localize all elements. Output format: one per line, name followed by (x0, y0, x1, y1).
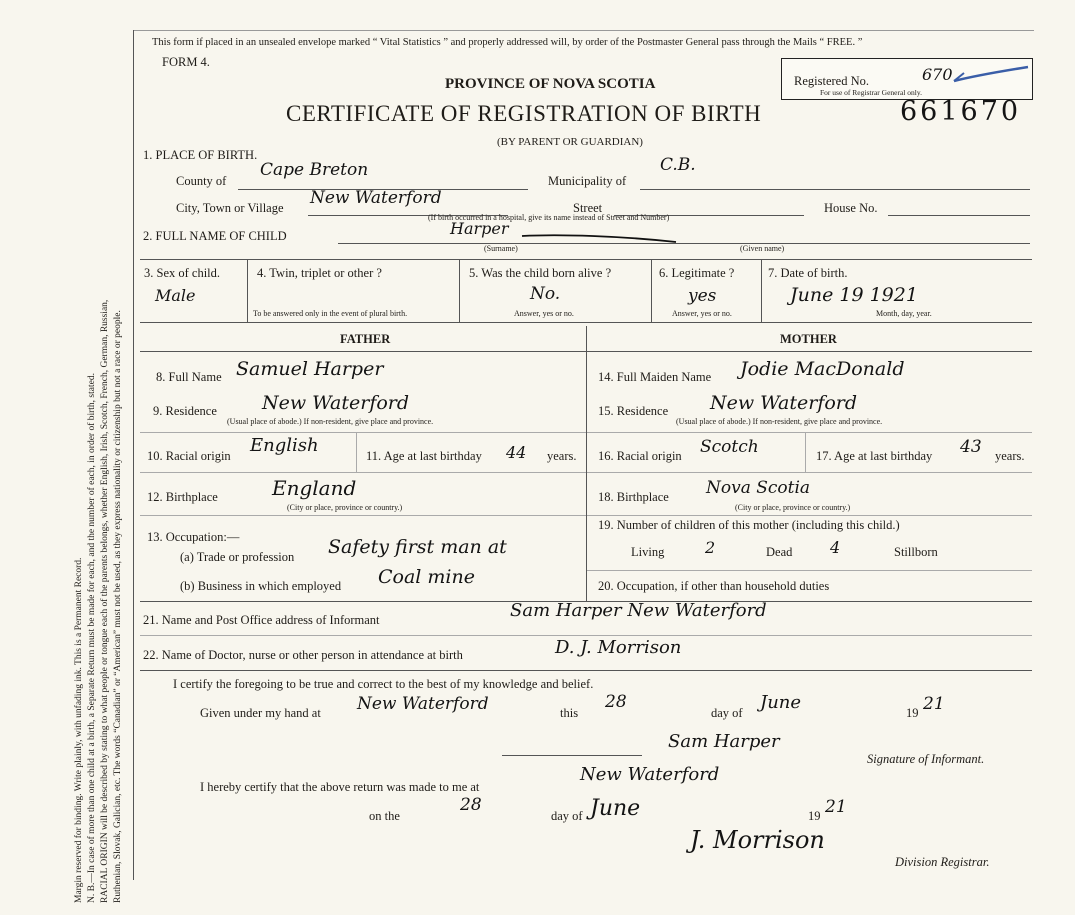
registrar-month-value: June (590, 796, 641, 821)
given-day-value: 28 (605, 692, 627, 712)
mother-row-line-3 (587, 515, 1032, 516)
father-birthplace-value: England (272, 476, 357, 500)
father-name-label: 8. Full Name (156, 370, 222, 384)
margin-racial-note-2: Ruthenian, Slovak, Galician, etc. The words “Canadian” or “American” must not be used, as they express nationality or citizenship but not a race or people. (113, 310, 123, 903)
business-label: (b) Business in which employed (180, 579, 342, 593)
living-value: 2 (705, 538, 716, 557)
name-dash-stroke (520, 230, 680, 244)
father-row-line-1 (140, 432, 586, 433)
occupation-label: 13. Occupation:— (147, 530, 240, 544)
registered-number-note: For use of Registrar General only. (820, 88, 922, 97)
margin-racial-note-1: RACIAL ORIGIN will be described by stating to what people or tongue each of the parents belongs, whether English, Irish, Scotch, French, German, Russian, (100, 299, 110, 903)
hospital-note: (If birth occurred in a hospital, give its name instead of Street and Number) (428, 213, 670, 222)
mother-row-line-4 (587, 570, 1032, 571)
margin-nb-note: N. B.—In case of more than one child at a birth, a Separate Return must be made for each, and the number of each, in order of birth, stated. (87, 373, 97, 903)
father-age-value: 44 (506, 443, 527, 462)
mother-residence-label: 15. Residence (598, 404, 669, 418)
trade-value: Safety first man at (328, 536, 507, 558)
informant-bottom-line (140, 635, 1032, 636)
city-value: New Waterford (310, 188, 442, 208)
form-number: FORM 4. (162, 55, 210, 69)
legitimate-label: 6. Legitimate ? (659, 266, 735, 280)
on-the-label: on the (369, 809, 400, 823)
doctor-bottom-line (140, 670, 1032, 671)
registrar-label: Division Registrar. (895, 855, 990, 869)
postal-notice: This form if placed in an unsealed envelope marked “ Vital Statistics ” and properly addressed will, by order of the Postmaster General pass through the Mails “ FREE. ” (152, 37, 863, 48)
given-day-of-label: day of (711, 706, 743, 720)
mother-birthplace-label: 18. Birthplace (598, 490, 669, 504)
informant-signature-label: Signature of Informant. (867, 752, 985, 766)
informant-label: 21. Name and Post Office address of Informant (143, 613, 380, 627)
sex-label: 3. Sex of child. (144, 266, 221, 280)
registered-number-value: 670 (922, 65, 953, 84)
father-age-divider (356, 432, 357, 472)
municipality-line (640, 189, 1030, 190)
sex-value: Male (155, 286, 196, 305)
registrar-year-value: 21 (825, 797, 847, 817)
given-place-value: New Waterford (357, 694, 489, 714)
check-mark-icon (950, 61, 1032, 87)
certificate-title: CERTIFICATE OF REGISTRATION OF BIRTH (286, 101, 762, 126)
mother-race-value: Scotch (700, 437, 759, 457)
given-month-value: June (760, 692, 802, 713)
house-line (888, 215, 1030, 216)
registered-number-box (781, 58, 1033, 100)
father-race-value: English (250, 435, 319, 456)
informant-signature-blank (502, 755, 642, 756)
row3-top-line (140, 259, 1032, 260)
top-border (134, 30, 1034, 31)
alive-value: No. (530, 284, 561, 304)
dead-value: 4 (830, 538, 841, 557)
given-year-value: 21 (923, 694, 945, 714)
father-years: years. (547, 449, 577, 463)
left-border (133, 30, 134, 880)
place-of-birth-heading: 1. PLACE OF BIRTH. (143, 148, 258, 162)
mother-age-divider (805, 432, 806, 472)
dob-label: 7. Date of birth. (768, 266, 848, 280)
father-row-line-2 (140, 472, 586, 473)
legitimate-value: yes (688, 286, 717, 306)
child-surname-value: Harper (450, 219, 509, 238)
alive-label: 5. Was the child born alive ? (469, 266, 612, 280)
registrar-day-of-label: day of (551, 809, 583, 823)
father-name-value: Samuel Harper (236, 358, 384, 380)
doctor-value: D. J. Morrison (555, 637, 682, 658)
mother-age-value: 43 (960, 437, 982, 457)
father-age-label: 11. Age at last birthday (366, 449, 482, 463)
mother-residence-note: (Usual place of abode.) If non-resident, give place and province. (676, 417, 883, 426)
mother-residence-value: New Waterford (710, 392, 858, 414)
given-name-note: (Given name) (740, 244, 785, 253)
business-value: Coal mine (378, 566, 475, 588)
twin-note: To be answered only in the event of plural birth. (253, 309, 408, 318)
registrar-signature: J. Morrison (690, 826, 825, 854)
stillborn-label: Stillborn (894, 545, 938, 559)
registrar-place-value: New Waterford (580, 764, 720, 785)
mother-heading: MOTHER (780, 332, 837, 346)
father-birthplace-label: 12. Birthplace (147, 490, 218, 504)
father-row-line-3 (140, 515, 586, 516)
municipality-value: C.B. (660, 155, 696, 175)
given-year-prefix: 19 (906, 706, 919, 720)
county-value: Cape Breton (260, 160, 369, 180)
surname-note: (Surname) (484, 244, 518, 253)
informant-signature: Sam Harper (668, 731, 780, 752)
mother-row-line-1 (587, 432, 1032, 433)
certificate-subtitle: (BY PARENT OR GUARDIAN) (497, 136, 643, 148)
mother-row-line-2 (587, 472, 1032, 473)
city-label: City, Town or Village (176, 201, 284, 215)
this-label: this (560, 706, 579, 720)
dob-note: Month, day, year. (876, 309, 932, 318)
child-name-line (338, 243, 1030, 244)
row3-bottom-line (140, 322, 1032, 323)
father-residence-label: 9. Residence (153, 404, 217, 418)
father-heading: FATHER (340, 332, 391, 346)
row3-divider-2 (459, 259, 460, 322)
county-label: County of (176, 174, 227, 188)
living-label: Living (631, 545, 665, 559)
certify-statement: I certify the foregoing to be true and correct to the best of my knowledge and belief. (173, 677, 594, 691)
father-birthplace-note: (City or place, province or country.) (287, 503, 403, 512)
father-residence-value: New Waterford (262, 392, 410, 414)
father-residence-note: (Usual place of abode.) If non-resident, give place and province. (227, 417, 434, 426)
mother-name-value: Jodie MacDonald (740, 358, 905, 380)
doctor-label: 22. Name of Doctor, nurse or other person in attendance at birth (143, 648, 463, 662)
dead-label: Dead (766, 545, 793, 559)
row3-divider-1 (247, 259, 248, 322)
children-label: 19. Number of children of this mother (including this child.) (598, 518, 900, 532)
margin-binding-note: Margin reserved for binding. Write plainly, with unfading ink. This is a Permanent Record. (74, 557, 84, 903)
house-label: House No. (824, 201, 878, 215)
registrar-statement: I hereby certify that the above return was made to me at (200, 780, 480, 794)
registrar-year-prefix: 19 (808, 809, 821, 823)
parents-heading-line (140, 351, 1032, 352)
mother-birthplace-note: (City or place, province or country.) (735, 503, 851, 512)
informant-value: Sam Harper New Waterford (510, 600, 767, 621)
father-race-label: 10. Racial origin (147, 449, 231, 463)
street-label: Street (573, 201, 603, 215)
municipality-label: Municipality of (548, 174, 627, 188)
mother-birthplace-value: Nova Scotia (706, 478, 811, 498)
given-label: Given under my hand at (200, 706, 321, 720)
row3-divider-3 (651, 259, 652, 322)
row3-divider-4 (761, 259, 762, 322)
registered-number-label: Registered No. (794, 74, 869, 88)
file-number: 661670 (900, 96, 1022, 127)
twin-label: 4. Twin, triplet or other ? (257, 266, 382, 280)
dob-value: June 19 1921 (790, 284, 918, 306)
province-heading: PROVINCE OF NOVA SCOTIA (445, 76, 656, 92)
trade-label: (a) Trade or profession (180, 550, 295, 564)
mother-occupation-label: 20. Occupation, if other than household duties (598, 579, 830, 593)
registrar-day-value: 28 (460, 795, 482, 815)
child-name-label: 2. FULL NAME OF CHILD (143, 229, 287, 243)
alive-note: Answer, yes or no. (514, 309, 574, 318)
mother-age-label: 17. Age at last birthday (816, 449, 933, 463)
legitimate-note: Answer, yes or no. (672, 309, 732, 318)
mother-years: years. (995, 449, 1025, 463)
mother-name-label: 14. Full Maiden Name (598, 370, 712, 384)
parents-divider (586, 326, 587, 601)
mother-race-label: 16. Racial origin (598, 449, 682, 463)
